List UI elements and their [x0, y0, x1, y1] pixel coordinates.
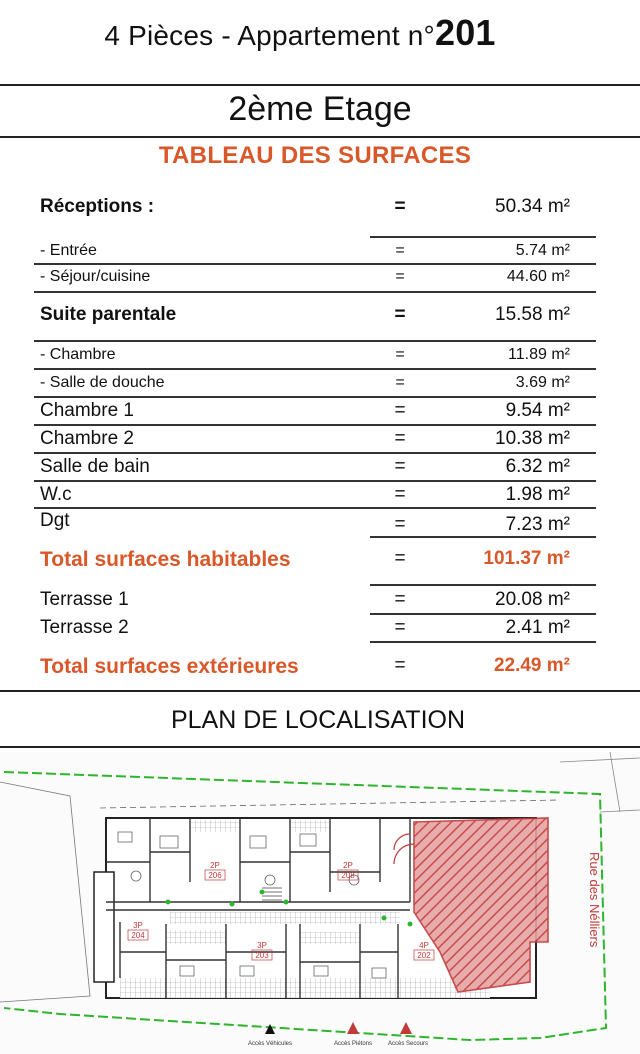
- unit-type-label: 2P: [210, 861, 220, 870]
- row-rule: [34, 263, 596, 265]
- row-rule: [34, 480, 596, 482]
- row-label: - Entrée: [40, 242, 97, 259]
- title-prefix: 4 Pièces - Appartement n°: [104, 20, 435, 51]
- row-value: 2.41 m²: [505, 617, 570, 638]
- plan-title: PLAN DE LOCALISATION: [170, 706, 466, 734]
- row-rule: [370, 613, 596, 615]
- row-label: Chambre 2: [40, 428, 134, 449]
- page-title: [0, 12, 600, 54]
- row-rule: [34, 452, 596, 454]
- row-equals: =: [394, 655, 406, 676]
- row-equals: =: [394, 304, 406, 325]
- row-value: 10.38 m²: [495, 428, 570, 449]
- table-row: [0, 428, 640, 454]
- apartment-number: 201: [434, 12, 496, 53]
- row-value: 101.37 m²: [483, 548, 570, 569]
- row-value: 3.69 m²: [515, 374, 570, 391]
- unit-type-label: 4P: [419, 941, 429, 950]
- row-equals: =: [394, 484, 406, 505]
- row-rule: [34, 507, 596, 509]
- row-equals: =: [395, 268, 405, 285]
- table-heading: TABLEAU DES SURFACES: [158, 142, 472, 169]
- row-label: W.c: [40, 484, 72, 505]
- unit-number-label: 206: [208, 871, 222, 880]
- row-value: 5.74 m²: [515, 242, 570, 259]
- row-rule: [34, 368, 596, 370]
- row-equals: =: [394, 428, 406, 449]
- floor-label: 2ème Etage: [228, 90, 412, 128]
- row-value: 44.60 m²: [506, 268, 570, 285]
- row-value: 9.54 m²: [505, 400, 570, 421]
- street-name: Rue des Nélliers: [587, 852, 602, 948]
- divider: [0, 746, 640, 748]
- table-row: [0, 589, 640, 615]
- row-label: - Séjour/cuisine: [40, 268, 151, 285]
- row-label: Total surfaces extérieures: [40, 655, 299, 678]
- row-rule: [34, 396, 596, 398]
- row-value: 20.08 m²: [495, 589, 570, 610]
- row-rule: [34, 291, 596, 293]
- row-label: Chambre 1: [40, 400, 134, 421]
- unit-type-label: 2P: [343, 861, 353, 870]
- table-row: [0, 196, 640, 222]
- divider: [0, 690, 640, 692]
- row-rule: [370, 584, 596, 586]
- row-label: Total surfaces habitables: [40, 548, 291, 571]
- row-equals: =: [395, 346, 405, 363]
- row-value: 15.58 m²: [495, 304, 570, 325]
- row-equals: =: [395, 374, 405, 391]
- divider: [0, 84, 640, 86]
- table-row-total: [0, 548, 640, 574]
- location-plan: [0, 752, 640, 1054]
- row-label: Terrasse 1: [40, 589, 129, 610]
- row-rule: [370, 236, 596, 238]
- table-row: [0, 456, 640, 482]
- row-value: 7.23 m²: [505, 514, 570, 535]
- row-value: 11.89 m²: [508, 346, 570, 363]
- row-equals: =: [394, 400, 406, 421]
- table-row-total: [0, 655, 640, 681]
- unit-number-label: 203: [255, 951, 269, 960]
- row-label: - Chambre: [40, 346, 116, 363]
- row-label: - Salle de douche: [40, 374, 165, 391]
- row-label: Suite parentale: [40, 304, 177, 325]
- row-value: 22.49 m²: [493, 655, 570, 676]
- row-equals: =: [395, 242, 405, 259]
- table-row: [0, 304, 640, 330]
- divider: [0, 136, 640, 138]
- unit-number-label: 208: [341, 871, 355, 880]
- access-label: Accès Véhicules: [247, 1041, 293, 1047]
- row-rule: [370, 536, 596, 538]
- row-value: 50.34 m²: [495, 196, 570, 217]
- row-label: Réceptions :: [40, 196, 155, 217]
- unit-type-label: 3P: [133, 921, 143, 930]
- table-row: [0, 510, 640, 536]
- table-row: [0, 400, 640, 426]
- row-rule: [34, 424, 596, 426]
- row-equals: =: [394, 589, 406, 610]
- row-equals: =: [394, 456, 406, 477]
- row-label: Terrasse 2: [40, 617, 129, 638]
- row-equals: =: [394, 617, 406, 638]
- row-label: Salle de bain: [40, 456, 150, 477]
- row-equals: =: [394, 514, 406, 535]
- unit-number-label: 204: [131, 931, 145, 940]
- row-equals: =: [394, 548, 406, 569]
- access-label: Accès Piétons: [333, 1041, 373, 1047]
- row-rule: [370, 641, 596, 643]
- access-label: Accès Secours: [387, 1041, 429, 1047]
- unit-number-label: 202: [417, 951, 431, 960]
- row-equals: =: [394, 196, 406, 217]
- table-row: [0, 617, 640, 643]
- row-label: Dgt: [40, 510, 70, 531]
- row-value: 1.98 m²: [505, 484, 570, 505]
- row-value: 6.32 m²: [505, 456, 570, 477]
- row-rule: [34, 340, 596, 342]
- unit-type-label: 3P: [257, 941, 267, 950]
